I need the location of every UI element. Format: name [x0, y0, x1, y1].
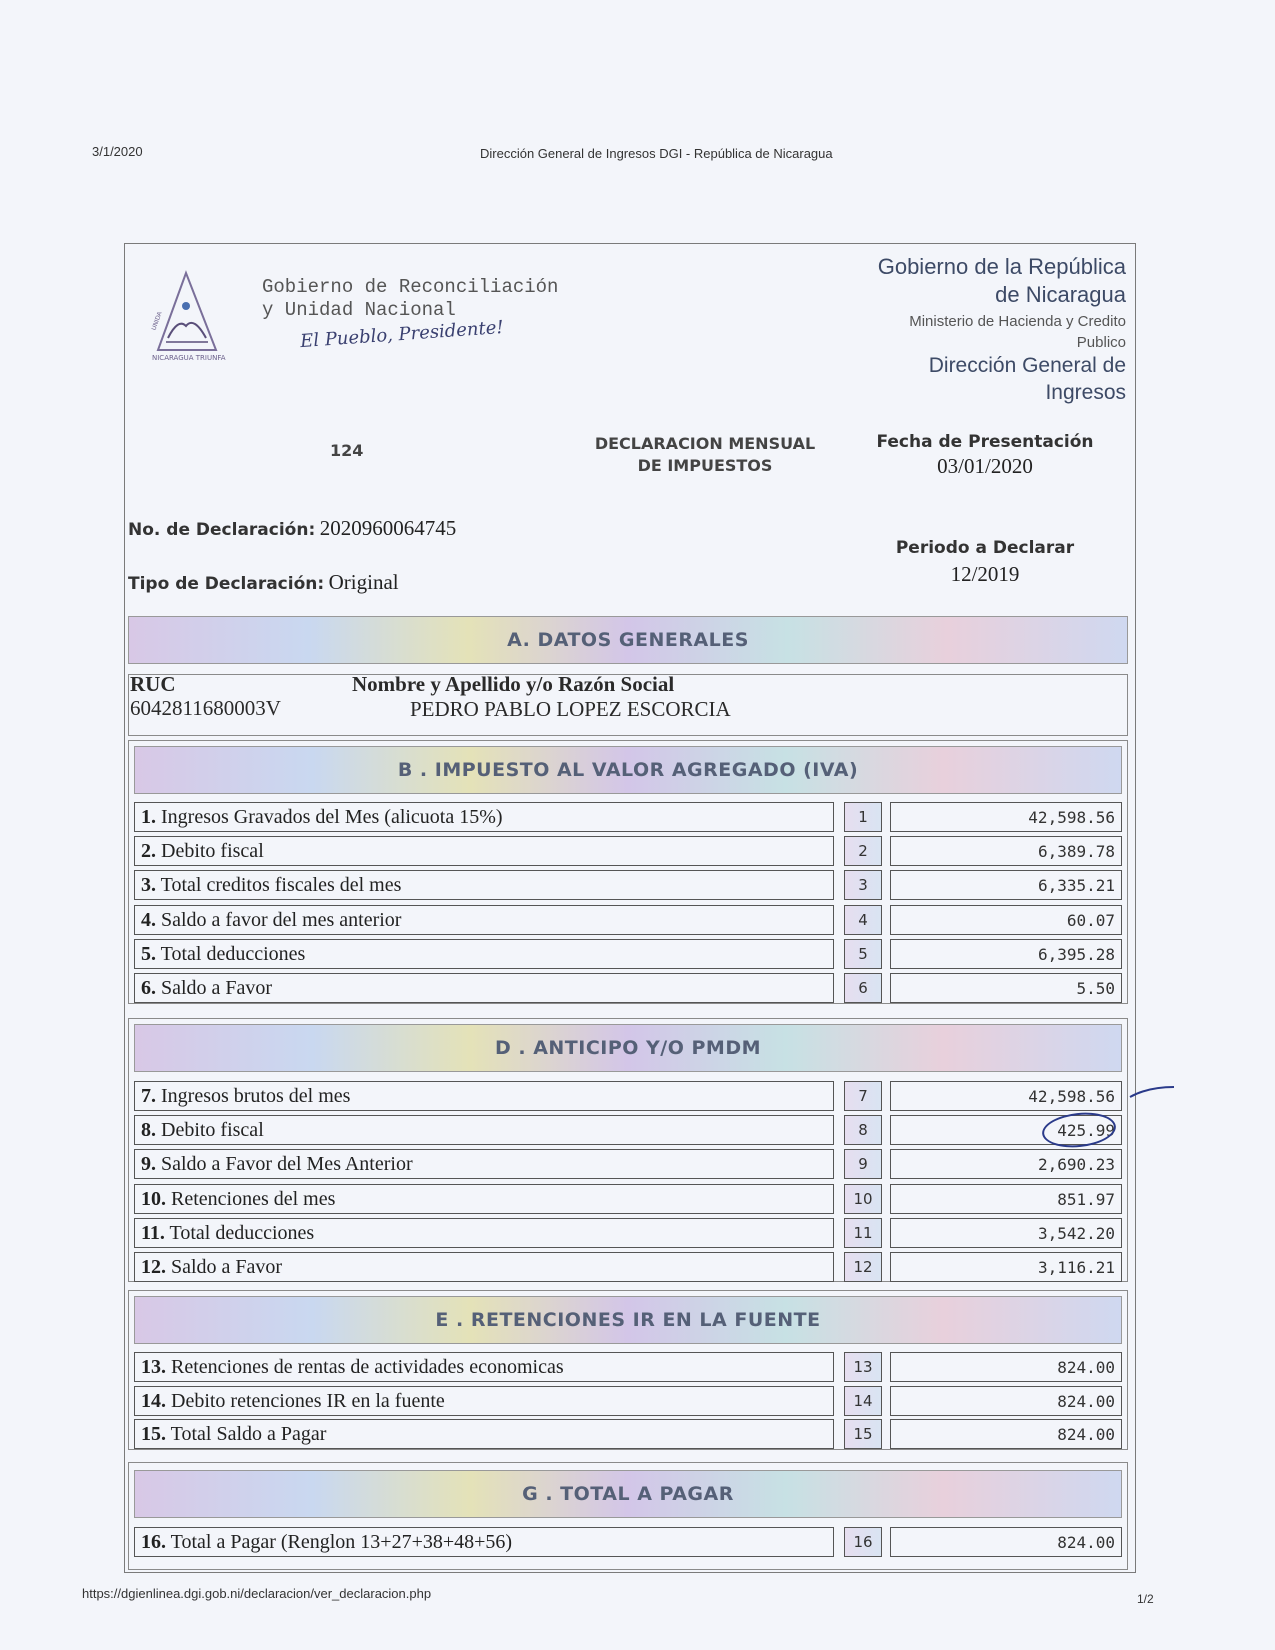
row-line-number: 8 — [844, 1115, 882, 1145]
ministry-text — [826, 311, 1126, 353]
row-amount: 42,598.56 — [890, 1081, 1122, 1111]
declaration-type — [128, 570, 399, 595]
print-url: https://dgienlinea.dgi.gob.ni/declaracion/ver_declaracion.php — [82, 1586, 432, 1601]
row-number-prefix: 7. — [141, 1085, 156, 1107]
government-triangle-logo — [146, 268, 246, 378]
row-line-number: 12 — [844, 1252, 882, 1282]
row-line-number: 11 — [844, 1218, 882, 1248]
row-amount: 5.50 — [890, 973, 1122, 1003]
row-label: Ingresos Gravados del Mes (alicuota 15%) — [161, 806, 503, 828]
form-title-line1: DECLARACION MENSUAL — [594, 434, 816, 453]
row-amount: 851.97 — [890, 1184, 1122, 1214]
row-label: Total deducciones — [169, 1222, 315, 1244]
row-amount: 2,690.23 — [890, 1149, 1122, 1179]
form-number: 124 — [330, 441, 364, 460]
row-number-prefix: 6. — [141, 977, 156, 999]
row-description — [134, 1386, 834, 1416]
row-number-prefix: 11. — [141, 1222, 165, 1244]
row-number-prefix: 13. — [141, 1356, 166, 1378]
row-label: Saldo a favor del mes anterior — [161, 909, 402, 931]
gov-left-line1: Gobierno de Reconciliación — [262, 276, 559, 298]
row-amount: 6,335.21 — [890, 870, 1122, 900]
row-description — [134, 1218, 834, 1248]
row-label: Retenciones de rentas de actividades economicas — [171, 1356, 564, 1378]
row-line-number: 14 — [844, 1386, 882, 1416]
row-description — [134, 1352, 834, 1382]
row-amount: 824.00 — [890, 1352, 1122, 1382]
ministry-line1: Ministerio de Hacienda y Credito — [909, 313, 1126, 330]
row-line-number: 1 — [844, 802, 882, 832]
row-amount: 3,542.20 — [890, 1218, 1122, 1248]
row-line-number: 6 — [844, 973, 882, 1003]
logo-caption: NICARAGUA TRIUNFA — [152, 354, 226, 362]
row-label: Ingresos brutos del mes — [161, 1085, 351, 1107]
gov-left-heading — [262, 276, 558, 322]
row-description — [134, 905, 834, 935]
row-number-prefix: 10. — [141, 1188, 166, 1210]
row-description — [134, 1527, 834, 1557]
periodo-value: 12/2019 — [950, 562, 1020, 586]
row-number-prefix: 1. — [141, 806, 156, 828]
form-title — [570, 433, 840, 477]
row-label: Saldo a Favor — [171, 1256, 283, 1278]
row-line-number: 10 — [844, 1184, 882, 1214]
row-amount: 42,598.56 — [890, 802, 1122, 832]
section-e-header: E . RETENCIONES IR EN LA FUENTE — [134, 1296, 1122, 1344]
row-line-number: 7 — [844, 1081, 882, 1111]
declaration-type-value: Original — [328, 570, 399, 594]
section-b-header: B . IMPUESTO AL VALOR AGREGADO (IVA) — [134, 746, 1122, 794]
form-title-line2: DE IMPUESTOS — [637, 456, 773, 475]
row-line-number: 16 — [844, 1527, 882, 1557]
row-line-number: 5 — [844, 939, 882, 969]
row-description — [134, 870, 834, 900]
ministry-line2: Publico — [1076, 334, 1126, 351]
row-description — [134, 1184, 834, 1214]
row-description — [134, 1252, 834, 1282]
row-number-prefix: 9. — [141, 1153, 156, 1175]
name-value: PEDRO PABLO LOPEZ ESCORCIA — [410, 697, 731, 721]
row-line-number: 9 — [844, 1149, 882, 1179]
row-amount: 824.00 — [890, 1527, 1122, 1557]
gov-right-heading — [826, 253, 1126, 309]
row-label: Debito fiscal — [161, 840, 264, 862]
fecha-label: Fecha de Presentación — [876, 432, 1094, 452]
row-description — [134, 1419, 834, 1449]
row-amount: 824.00 — [890, 1386, 1122, 1416]
row-description — [134, 939, 834, 969]
logo-side-text: UNIDA — [150, 310, 164, 332]
gov-right-line2: de Nicaragua — [995, 282, 1126, 307]
row-number-prefix: 3. — [141, 874, 156, 896]
declaration-number-value: 2020960064745 — [319, 516, 457, 540]
row-line-number: 13 — [844, 1352, 882, 1382]
section-d-header: D . ANTICIPO Y/O PMDM — [134, 1024, 1122, 1072]
declaration-type-label: Tipo de Declaración: — [128, 574, 325, 594]
row-amount: 425.99 — [890, 1115, 1122, 1145]
pen-stroke-mark — [1128, 1085, 1176, 1099]
gov-right-line1: Gobierno de la República — [877, 254, 1126, 279]
row-label: Total deducciones — [160, 943, 306, 965]
gov-left-line2: y Unidad Nacional — [262, 299, 456, 321]
row-number-prefix: 15. — [141, 1423, 166, 1445]
print-date: 3/1/2020 — [92, 144, 143, 159]
dgi-line1: Dirección General de — [928, 354, 1126, 377]
row-number-prefix: 8. — [141, 1119, 156, 1141]
row-line-number: 3 — [844, 870, 882, 900]
row-number-prefix: 12. — [141, 1256, 166, 1278]
row-number-prefix: 14. — [141, 1390, 166, 1412]
row-number-prefix: 4. — [141, 909, 156, 931]
row-amount: 60.07 — [890, 905, 1122, 935]
row-description — [134, 802, 834, 832]
name-label: Nombre y Apellido y/o Razón Social — [352, 672, 675, 696]
row-label: Retenciones del mes — [171, 1188, 336, 1210]
row-line-number: 4 — [844, 905, 882, 935]
row-label: Saldo a Favor — [161, 977, 273, 999]
row-label: Saldo a Favor del Mes Anterior — [161, 1153, 413, 1175]
row-description — [134, 836, 834, 866]
fecha-value: 03/01/2020 — [937, 454, 1033, 478]
row-label: Debito fiscal — [161, 1119, 264, 1141]
row-label: Total Saldo a Pagar — [170, 1423, 327, 1445]
ruc-label: RUC — [130, 672, 176, 696]
row-description — [134, 973, 834, 1003]
row-number-prefix: 16. — [141, 1531, 166, 1553]
row-amount: 824.00 — [890, 1419, 1122, 1449]
row-description — [134, 1081, 834, 1111]
declaration-number — [128, 516, 456, 541]
row-label: Debito retenciones IR en la fuente — [171, 1390, 445, 1412]
row-line-number: 15 — [844, 1419, 882, 1449]
row-number-prefix: 2. — [141, 840, 156, 862]
row-label: Total creditos fiscales del mes — [160, 874, 402, 896]
row-description — [134, 1149, 834, 1179]
section-g-header: G . TOTAL A PAGAR — [134, 1470, 1122, 1518]
ruc-value: 6042811680003V — [130, 696, 281, 720]
row-number-prefix: 5. — [141, 943, 156, 965]
periodo-label: Periodo a Declarar — [895, 538, 1075, 558]
dgi-line2: Ingresos — [1045, 381, 1126, 404]
print-page-number: 1/2 — [1137, 1592, 1154, 1606]
slogan: El Pueblo, Presidente! — [299, 316, 505, 353]
declaration-number-label: No. de Declaración: — [128, 520, 316, 540]
row-label: Total a Pagar (Renglon 13+27+38+48+56) — [170, 1531, 513, 1553]
dgi-text — [826, 352, 1126, 406]
section-a-header: A. DATOS GENERALES — [128, 616, 1128, 664]
row-amount: 6,389.78 — [890, 836, 1122, 866]
row-description — [134, 1115, 834, 1145]
row-line-number: 2 — [844, 836, 882, 866]
row-amount: 3,116.21 — [890, 1252, 1122, 1282]
row-amount: 6,395.28 — [890, 939, 1122, 969]
print-header-title: Dirección General de Ingresos DGI - República de Nicaragua — [480, 146, 833, 161]
